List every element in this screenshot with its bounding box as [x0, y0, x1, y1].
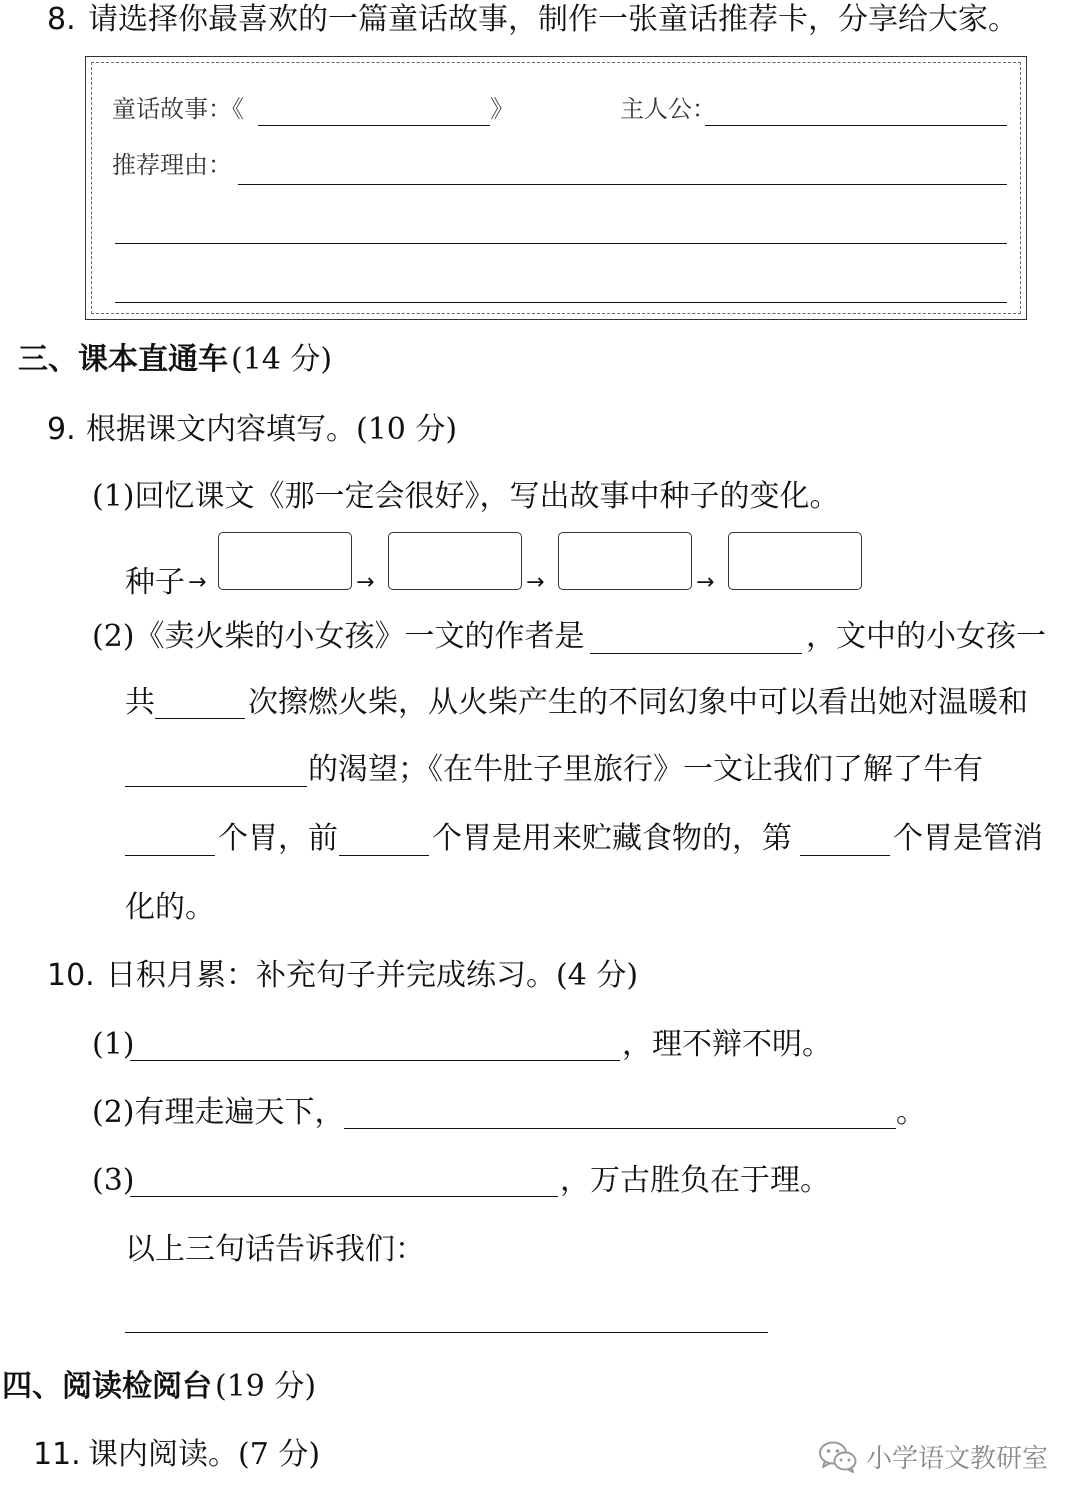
watermark-text: 小学语文教研室 — [866, 1444, 1049, 1474]
seed-label: 种子 — [125, 565, 185, 600]
card-reason-blank-3[interactable] — [115, 302, 1007, 303]
seed-stage-box-1[interactable] — [218, 532, 352, 590]
q9-part2-seg8: 个胃是管消 — [893, 821, 1043, 856]
seed-stage-box-3[interactable] — [558, 532, 692, 590]
arrow-icon: → — [526, 570, 545, 595]
seed-stage-box-4[interactable] — [728, 532, 862, 590]
arrow-icon: → — [188, 570, 207, 595]
q10-s2-blank[interactable] — [344, 1128, 896, 1129]
q9-part1-text: (1)回忆课文《那一定会很好》，写出故事中种子的变化。 — [92, 479, 840, 514]
longing-blank[interactable] — [125, 786, 307, 787]
section4-title: 四、阅读检阅台 — [2, 1369, 212, 1404]
q10-s1-prefix: (1) — [92, 1027, 135, 1062]
front-stomach-blank[interactable] — [339, 855, 429, 856]
q8-text: 请选择你最喜欢的一篇童话故事，制作一张童话推荐卡，分享给大家。 — [88, 2, 1018, 37]
q10-s2-prefix: (2)有理走遍天下， — [92, 1095, 345, 1130]
author-blank[interactable] — [590, 653, 802, 654]
q8-number: 8. — [47, 2, 76, 37]
card-hero-blank[interactable] — [705, 125, 1007, 126]
q9-part2-seg7: 个胃是用来贮藏食物的，第 — [432, 821, 792, 856]
q9-part2-seg9: 化的。 — [125, 890, 215, 925]
q9-part2-seg3: 共 — [125, 685, 155, 720]
watermark — [818, 1438, 1048, 1475]
q9-text: 根据课文内容填写。(10 分) — [86, 412, 458, 447]
card-reason-blank-2[interactable] — [115, 243, 1007, 244]
q10-s3-blank[interactable] — [130, 1196, 558, 1197]
seed-stage-box-2[interactable] — [388, 532, 522, 590]
q9-part2-seg1: (2)《卖火柴的小女孩》一文的作者是 — [92, 619, 585, 654]
arrow-icon: → — [696, 570, 715, 595]
q9-part2-seg5: 的渴望；《在牛肚子里旅行》一文让我们了解了牛有 — [308, 752, 983, 787]
stomach-count-blank[interactable] — [125, 855, 215, 856]
q10-s2-suffix: 。 — [896, 1095, 926, 1130]
q10-s3-prefix: (3) — [92, 1163, 135, 1198]
q10-s1-suffix: ，理不辩不明。 — [622, 1027, 832, 1062]
digest-stomach-blank[interactable] — [800, 855, 890, 856]
card-reason-blank-1[interactable] — [238, 184, 1007, 185]
q10-conclusion-blank[interactable] — [125, 1332, 768, 1333]
card-hero-label: 主人公： — [620, 95, 716, 123]
q10-number: 10. — [47, 958, 95, 993]
card-story-label: 童话故事：《 — [112, 95, 244, 123]
card-story-blank[interactable] — [258, 125, 490, 126]
card-story-close: 》 — [490, 95, 514, 123]
match-count-blank[interactable] — [155, 718, 245, 719]
q10-text: 日积月累：补充句子并完成练习。(4 分) — [106, 958, 639, 993]
q11-number: 11. — [33, 1437, 81, 1472]
q10-s3-suffix: ，万古胜负在于理。 — [560, 1163, 830, 1198]
q10-s1-blank[interactable] — [130, 1060, 620, 1061]
q11-text: 课内阅读。(7 分) — [88, 1437, 321, 1472]
wechat-icon — [818, 1440, 858, 1474]
q9-number: 9. — [47, 412, 76, 447]
section3-score: (14 分) — [231, 342, 333, 377]
section3-title: 三、课本直通车 — [18, 342, 228, 377]
q9-part2-seg4: 次擦燃火柴，从火柴产生的不同幻象中可以看出她对温暖和 — [248, 685, 1028, 720]
section4-score: (19 分) — [215, 1369, 317, 1404]
q9-part2-seg2: ，文中的小女孩一 — [806, 619, 1046, 654]
card-reason-label: 推荐理由： — [112, 151, 232, 179]
q9-part2-seg6: 个胃，前 — [218, 821, 338, 856]
q10-conclusion-label: 以上三句话告诉我们： — [125, 1232, 425, 1267]
arrow-icon: → — [356, 570, 375, 595]
